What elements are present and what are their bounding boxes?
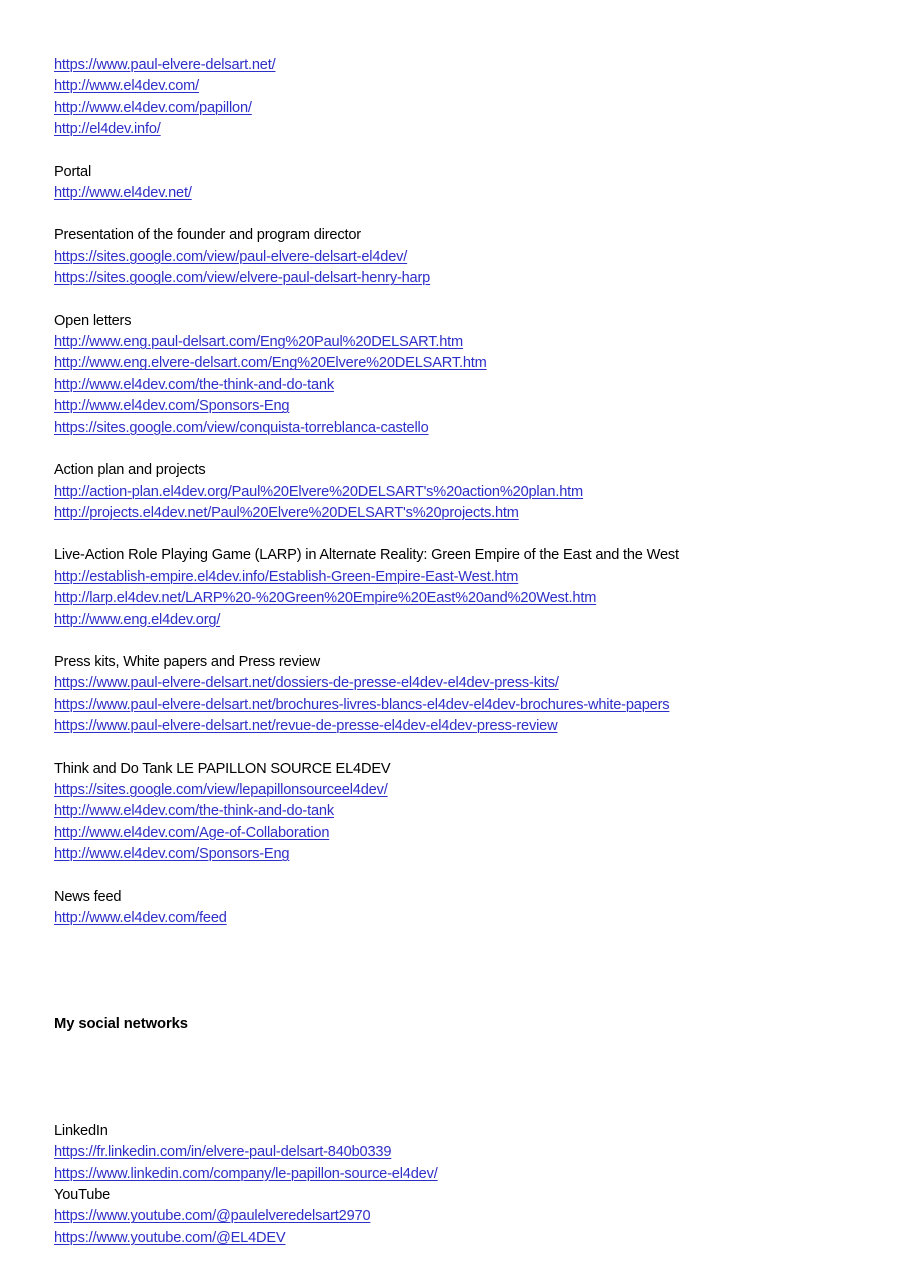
hyperlink[interactable]: https://sites.google.com/view/lepapillonsourceel4dev/ [54,781,388,798]
hyperlink[interactable]: http://www.el4dev.com/the-think-and-do-tank [54,803,334,820]
link-block-action-plan [54,460,854,524]
hyperlink[interactable]: https://www.youtube.com/@paulelveredelsart2970 [54,1208,371,1225]
vertical-spacer [54,950,854,1014]
hyperlink[interactable]: http://projects.el4dev.net/Paul%20Elvere%20DELSART's%20projects.htm [54,504,519,521]
hyperlink[interactable]: https://www.paul-elvere-delsart.net/revue-de-presse-el4dev-el4dev-press-review [54,718,558,735]
hyperlink[interactable]: http://establish-empire.el4dev.info/Establish-Green-Empire-East-West.htm [54,568,519,585]
link-block-news-feed [54,887,854,930]
section-heading-youtube: YouTube [54,1187,111,1204]
hyperlink[interactable]: https://fr.linkedin.com/in/elvere-paul-delsart-840b0339 [54,1144,392,1161]
hyperlink[interactable]: https://www.paul-elvere-delsart.net/ [54,57,276,73]
section-heading: Think and Do Tank LE PAPILLON SOURCE EL4DEV [54,760,391,777]
link-block-portal [54,162,854,205]
document-content [54,55,854,1249]
section-heading: Portal [54,163,92,180]
link-block-open-letters [54,311,854,439]
section-heading-linkedin: LinkedIn [54,1122,108,1139]
hyperlink[interactable]: http://www.el4dev.com/the-think-and-do-tank [54,376,334,393]
link-block-think-and-do-tank [54,759,854,866]
section-heading: Press kits, White papers and Press review [54,653,320,670]
hyperlink[interactable]: https://sites.google.com/view/paul-elvere-delsart-el4dev/ [54,248,408,265]
section-heading: Live-Action Role Playing Game (LARP) in Alternate Reality: Green Empire of the East and the West [54,547,679,564]
hyperlink[interactable]: https://www.paul-elvere-delsart.net/brochures-livres-blancs-el4dev-el4dev-brochures-white-papers [54,696,670,713]
link-block-larp [54,545,854,631]
hyperlink[interactable]: http://www.el4dev.com/feed [54,910,227,926]
section-heading: News feed [54,888,122,905]
section-heading: Action plan and projects [54,462,206,479]
hyperlink[interactable]: https://www.linkedin.com/company/le-papillon-source-el4dev/ [54,1165,438,1182]
hyperlink[interactable]: http://www.el4dev.com/papillon/ [54,99,252,116]
hyperlink[interactable]: http://www.eng.el4dev.org/ [54,611,221,628]
section-heading: Open letters [54,312,132,329]
hyperlink[interactable]: http://el4dev.info/ [54,121,161,138]
link-block-press-kits [54,652,854,738]
hyperlink[interactable]: http://www.el4dev.com/Sponsors-Eng [54,398,290,415]
hyperlink[interactable]: http://larp.el4dev.net/LARP%20-%20Green%20Empire%20East%20and%20West.htm [54,590,597,607]
link-block-social [54,1121,854,1249]
hyperlink[interactable]: http://www.el4dev.net/ [54,185,192,202]
hyperlink[interactable]: http://www.el4dev.com/Age-of-Collaboration [54,824,330,841]
hyperlink[interactable]: http://www.el4dev.com/Sponsors-Eng [54,846,290,863]
section-heading: Presentation of the founder and program director [54,227,361,244]
social-networks-title: My social networks [54,1016,188,1033]
vertical-spacer [54,1057,854,1121]
hyperlink[interactable]: https://www.youtube.com/@EL4DEV [54,1229,286,1246]
hyperlink[interactable]: https://sites.google.com/view/elvere-paul-delsart-henry-harp [54,270,431,287]
hyperlink[interactable]: http://action-plan.el4dev.org/Paul%20Elvere%20DELSART's%20action%20plan.htm [54,483,584,500]
hyperlink[interactable]: https://www.paul-elvere-delsart.net/dossiers-de-presse-el4dev-el4dev-press-kits/ [54,675,559,692]
hyperlink[interactable]: http://www.eng.paul-delsart.com/Eng%20Paul%20DELSART.htm [54,334,464,351]
hyperlink[interactable]: http://www.el4dev.com/ [54,78,200,95]
link-block-main-sites [54,55,854,141]
hyperlink[interactable]: https://sites.google.com/view/conquista-torreblanca-castello [54,419,429,436]
hyperlink[interactable]: http://www.eng.elvere-delsart.com/Eng%20Elvere%20DELSART.htm [54,355,487,372]
social-networks-section [54,1014,854,1035]
link-block-presentation [54,225,854,289]
